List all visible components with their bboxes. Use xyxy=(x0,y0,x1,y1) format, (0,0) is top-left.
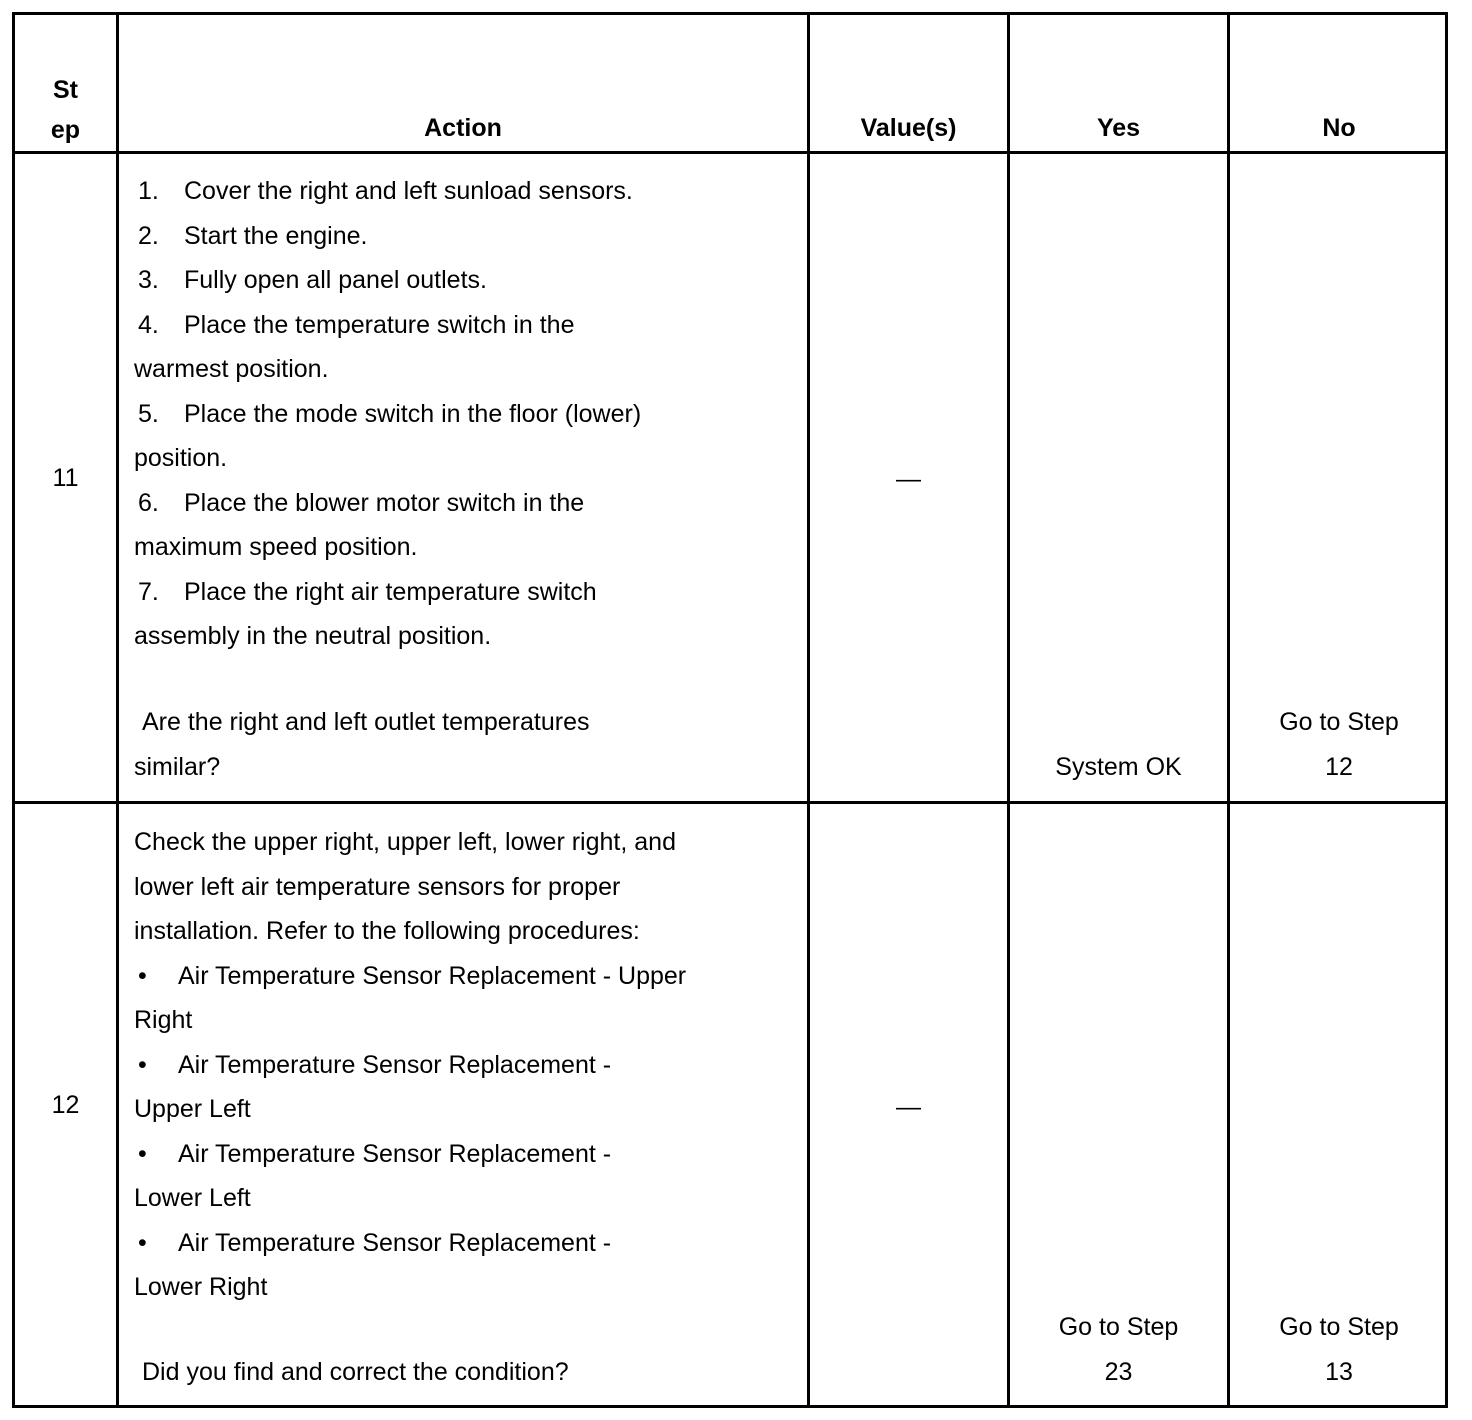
yes-line: Go to Step xyxy=(1058,1313,1179,1341)
column-divider xyxy=(807,15,810,1405)
header-step xyxy=(15,70,116,150)
list-item xyxy=(134,214,804,259)
question-line: Are the right and left outlet temperatures xyxy=(142,708,590,736)
item-continuation: maximum speed position. xyxy=(134,533,418,561)
action-cell xyxy=(134,169,804,659)
list-item xyxy=(134,1132,804,1177)
bullet-mark: • xyxy=(138,961,147,990)
item-text: Start the engine. xyxy=(184,221,368,250)
column-divider xyxy=(116,15,119,1405)
row-divider xyxy=(15,151,1445,154)
column-divider xyxy=(1007,15,1010,1405)
item-text: Place the right air temperature switch xyxy=(184,577,597,606)
list-item xyxy=(134,392,804,437)
intro-line: lower left air temperature sensors for proper xyxy=(134,872,621,901)
item-text: Place the temperature switch in the xyxy=(184,310,575,339)
list-item xyxy=(134,481,804,526)
no-cell xyxy=(1230,700,1448,789)
header-step-line2: ep xyxy=(50,116,81,144)
no-line: 13 xyxy=(1325,1357,1353,1386)
item-continuation: warmest position. xyxy=(134,355,329,383)
action-cell xyxy=(134,820,804,1310)
item-continuation: Lower Right xyxy=(134,1273,268,1301)
no-line: Go to Step xyxy=(1279,708,1399,736)
item-text: Air Temperature Sensor Replacement - xyxy=(178,1139,612,1168)
item-number: 3. xyxy=(138,266,159,294)
item-continuation: position. xyxy=(134,444,228,472)
question-line: similar? xyxy=(134,752,221,781)
yes-line: 23 xyxy=(1104,1357,1133,1386)
list-item xyxy=(134,1043,804,1088)
header-yes: Yes xyxy=(1096,114,1141,142)
item-continuation: assembly in the neutral position. xyxy=(134,622,492,650)
no-cell xyxy=(1230,1305,1448,1394)
item-text: Place the blower motor switch in the xyxy=(184,488,585,517)
value-cell: — xyxy=(896,1093,921,1121)
item-number: 6. xyxy=(138,488,159,517)
step-number: 12 xyxy=(51,1091,80,1119)
list-item xyxy=(134,303,804,348)
no-line: 12 xyxy=(1325,752,1353,781)
intro-line: installation. Refer to the following procedures: xyxy=(134,917,640,945)
list-item xyxy=(134,169,804,214)
question xyxy=(134,1350,804,1395)
list-item xyxy=(134,1221,804,1266)
item-text: Fully open all panel outlets. xyxy=(184,266,487,294)
diagnostic-table xyxy=(12,12,1448,1408)
intro-line: Check the upper right, upper left, lower right, and xyxy=(134,828,676,856)
item-text: Cover the right and left sunload sensors. xyxy=(184,177,633,205)
item-continuation: Right xyxy=(134,1006,193,1034)
bullet-mark: • xyxy=(138,1050,147,1079)
yes-cell: System OK xyxy=(1055,753,1182,781)
bullet-mark: • xyxy=(138,1139,147,1168)
item-text: Place the mode switch in the floor (lower) xyxy=(184,399,642,428)
item-text: Air Temperature Sensor Replacement - xyxy=(178,1050,612,1079)
header-action: Action xyxy=(424,114,502,142)
yes-cell xyxy=(1010,1305,1227,1394)
question-line: Did you find and correct the condition? xyxy=(142,1358,569,1386)
item-continuation: Upper Left xyxy=(134,1095,251,1123)
item-number: 5. xyxy=(138,399,159,428)
item-continuation: Lower Left xyxy=(134,1184,251,1212)
header-step-line1: St xyxy=(53,76,78,104)
no-line: Go to Step xyxy=(1279,1313,1399,1341)
item-number: 1. xyxy=(138,177,159,205)
item-number: 4. xyxy=(138,310,159,339)
item-text: Air Temperature Sensor Replacement - Upper xyxy=(178,961,687,990)
item-number: 7. xyxy=(138,577,159,606)
row-divider xyxy=(15,801,1445,804)
header-no: No xyxy=(1322,114,1356,142)
item-number: 2. xyxy=(138,221,159,250)
item-text: Air Temperature Sensor Replacement - xyxy=(178,1228,612,1257)
value-cell: — xyxy=(896,465,921,493)
bullet-mark: • xyxy=(138,1228,147,1257)
list-item xyxy=(134,570,804,615)
question xyxy=(134,700,804,789)
header-values: Value(s) xyxy=(860,114,957,142)
list-item xyxy=(134,954,804,999)
list-item xyxy=(134,258,804,303)
step-number: 11 xyxy=(52,464,79,492)
